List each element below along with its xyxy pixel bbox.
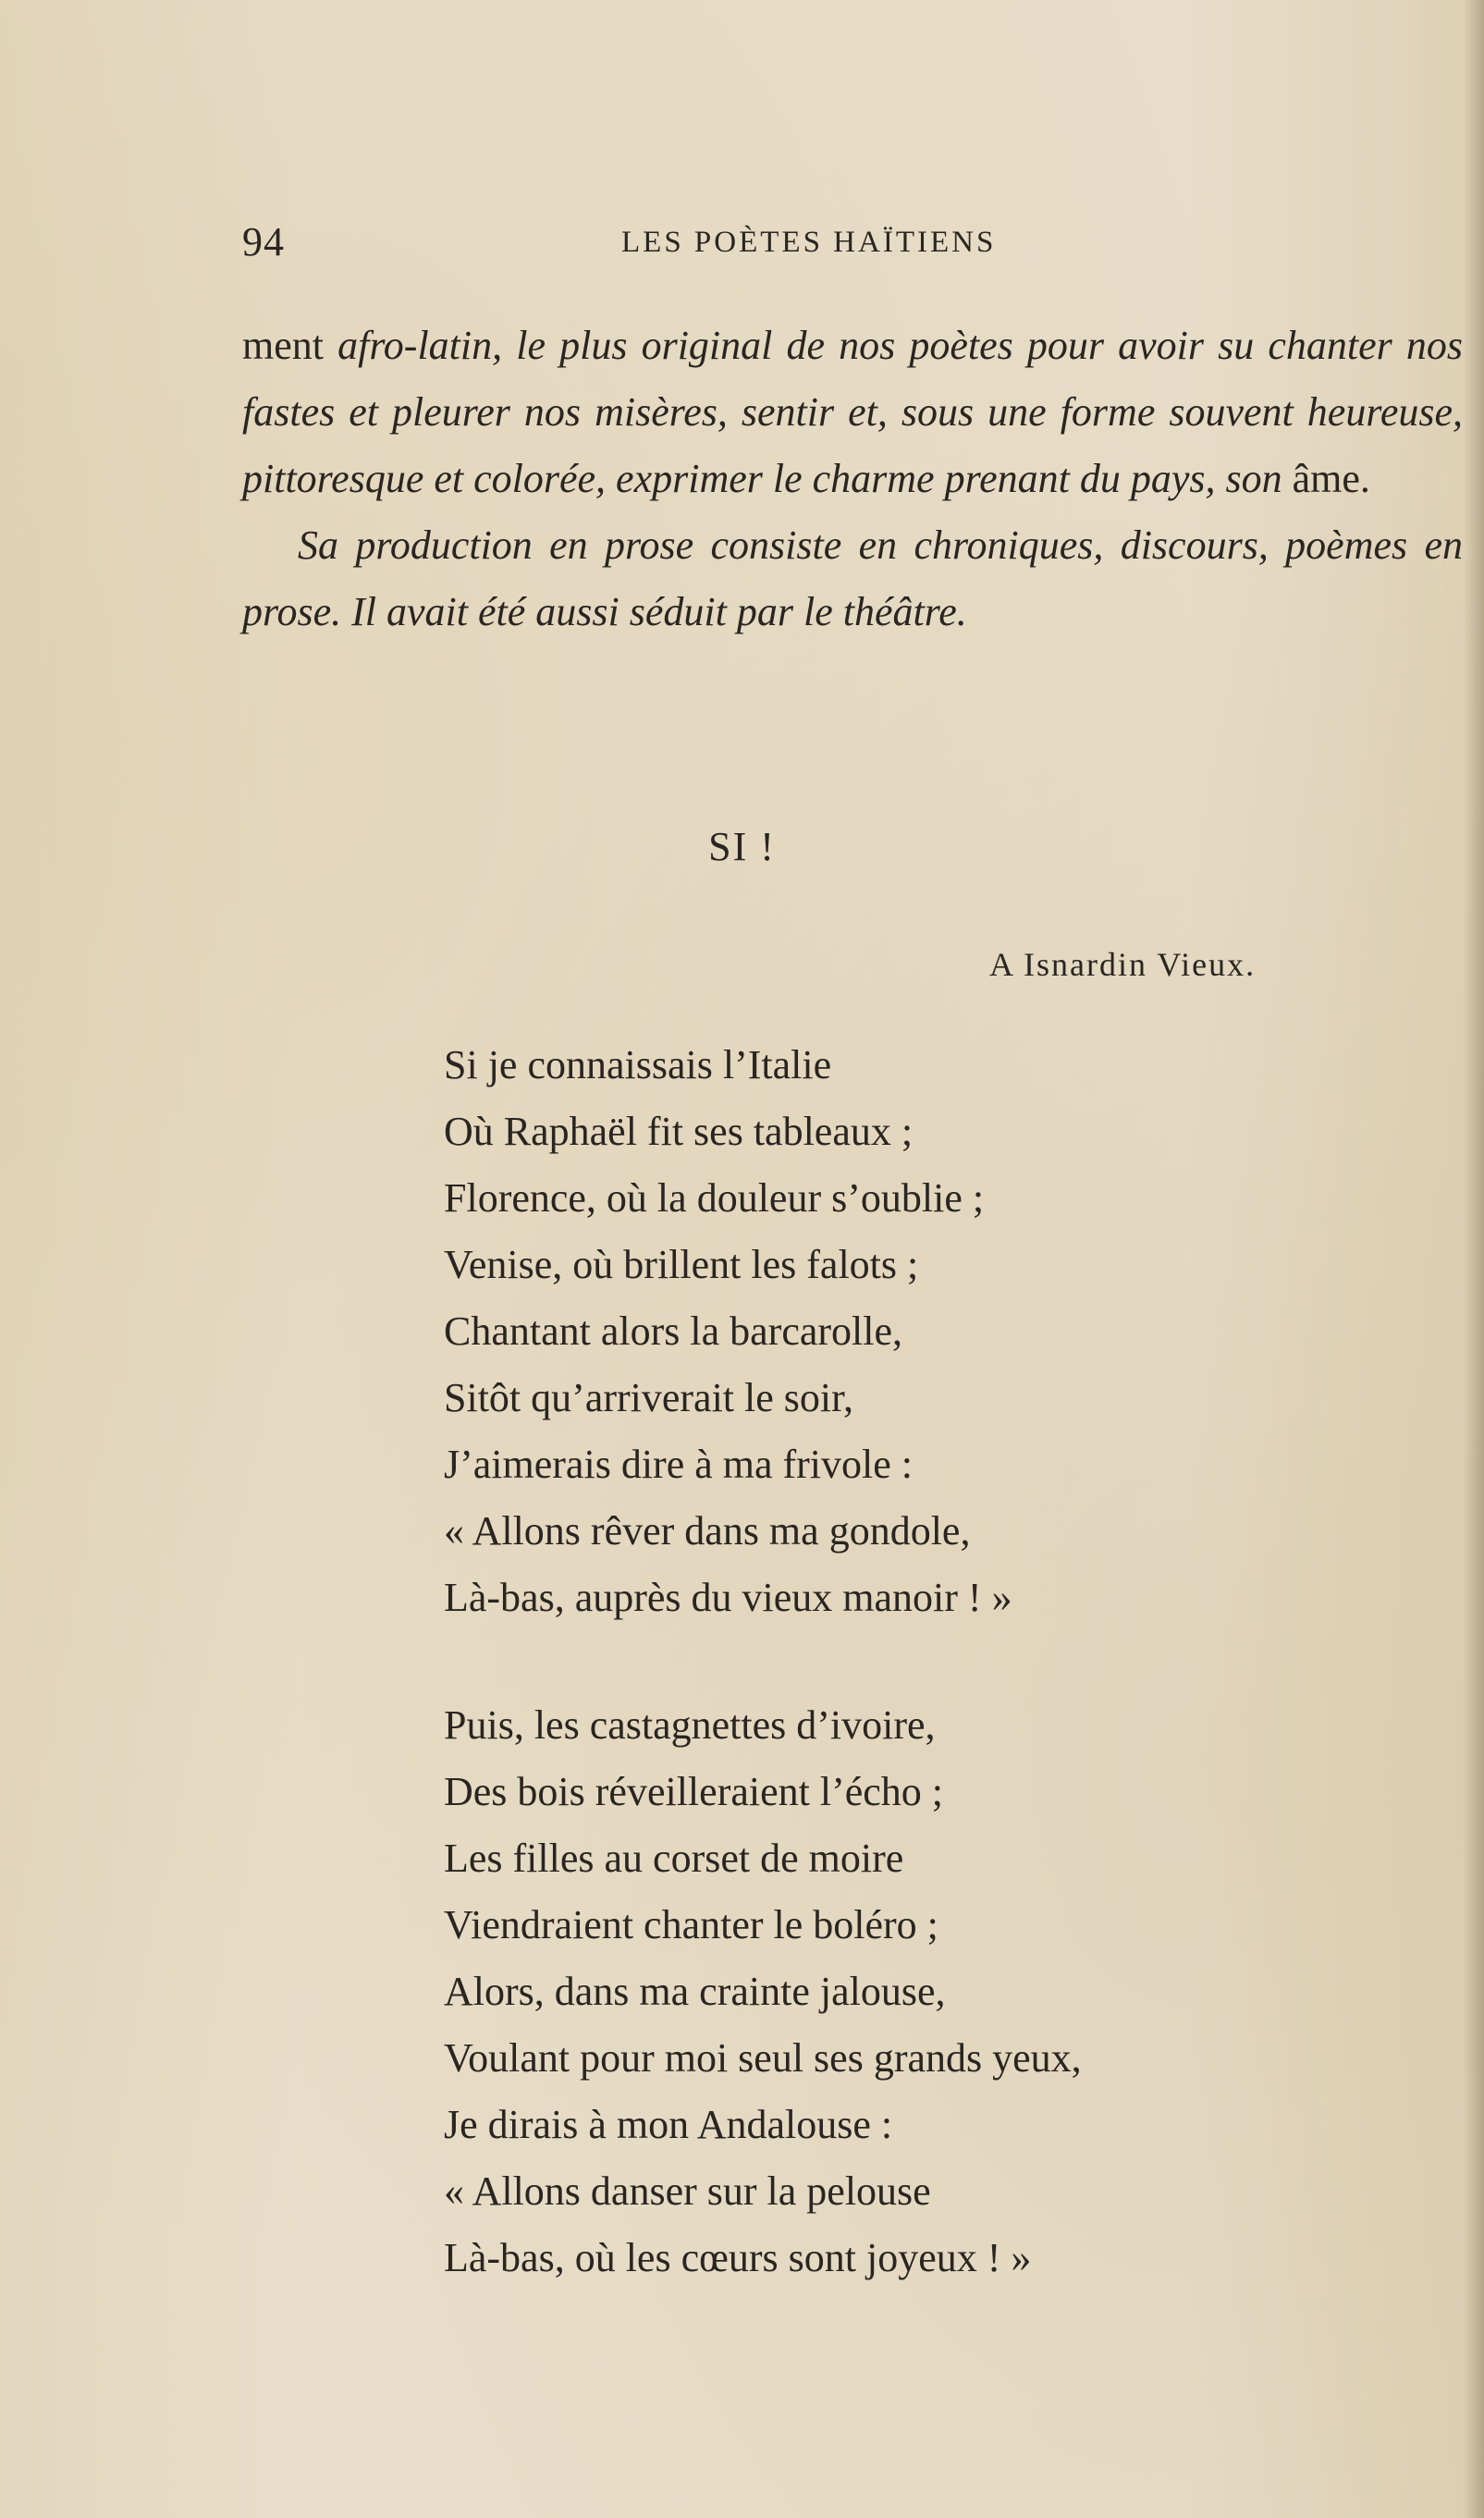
- verse-line: Voulant pour moi seul ses grands yeux,: [444, 2035, 1082, 2081]
- verse-line: « Allons rêver dans ma gondole,: [444, 1508, 971, 1554]
- prose-paragraph-1-body: , le plus original de nos poètes pour avoir su chanter nos fastes et pleurer nos misères, sentir et, sous une forme souvent heureuse, pittoresque et colorée, exprimer le charme prenant du pays, son: [242, 323, 1463, 501]
- verse-line: Florence, où la douleur s’oublie ;: [444, 1175, 985, 1221]
- verse-line: Si je connaissais l’Italie: [444, 1042, 832, 1087]
- verse-line: Sitôt qu’arriverait le soir,: [444, 1375, 854, 1420]
- running-title: LES POÈTES HAÏTIENS: [621, 226, 997, 259]
- verse-line: Là-bas, où les cœurs sont joyeux ! »: [444, 2235, 1032, 2280]
- prose-paragraph-1-start: ment: [242, 323, 338, 368]
- verse-line: Chantant alors la barcarolle,: [444, 1308, 903, 1354]
- verse-line: Alors, dans ma crainte jalouse,: [444, 1969, 946, 2014]
- prose-paragraph-2: Sa production en prose consiste en chroniques, discours, poèmes en prose. Il avait été aussi séduit par le théâtre.: [242, 522, 1463, 634]
- poem-stanza-2: [444, 1692, 1082, 2291]
- verse-line: « Allons danser sur la pelouse: [444, 2168, 931, 2214]
- page-edge-shadow: [1464, 0, 1484, 2518]
- prose-paragraph-1-end: âme.: [1292, 456, 1370, 501]
- verse-line: J’aimerais dire à ma frivole :: [444, 1442, 914, 1487]
- prose-paragraph-1-term: afro-latin: [337, 323, 493, 368]
- verse-line: Là-bas, auprès du vieux manoir ! »: [444, 1575, 1012, 1620]
- verse-line: Des bois réveilleraient l’écho ;: [444, 1769, 944, 1814]
- poem-dedication: A Isnardin Vieux.: [989, 946, 1257, 983]
- verse-line: Puis, les castagnettes d’ivoire,: [444, 1702, 936, 1748]
- verse-line: Venise, où brillent les falots ;: [444, 1242, 919, 1287]
- poem-stanza-1: [444, 1032, 1012, 1631]
- verse-line: Les filles au corset de moire: [444, 1836, 904, 1881]
- prose-paragraph-1: [242, 313, 1463, 512]
- verse-line: Viendraient chanter le boléro ;: [444, 1902, 938, 1947]
- verse-line: Je dirais à mon Andalouse :: [444, 2102, 893, 2147]
- page-number: 94: [242, 219, 285, 264]
- prose-block: [242, 313, 1463, 645]
- poem-title: SI !: [708, 824, 776, 869]
- page-header: [242, 218, 1389, 274]
- verse-line: Où Raphaël fit ses tableaux ;: [444, 1109, 914, 1154]
